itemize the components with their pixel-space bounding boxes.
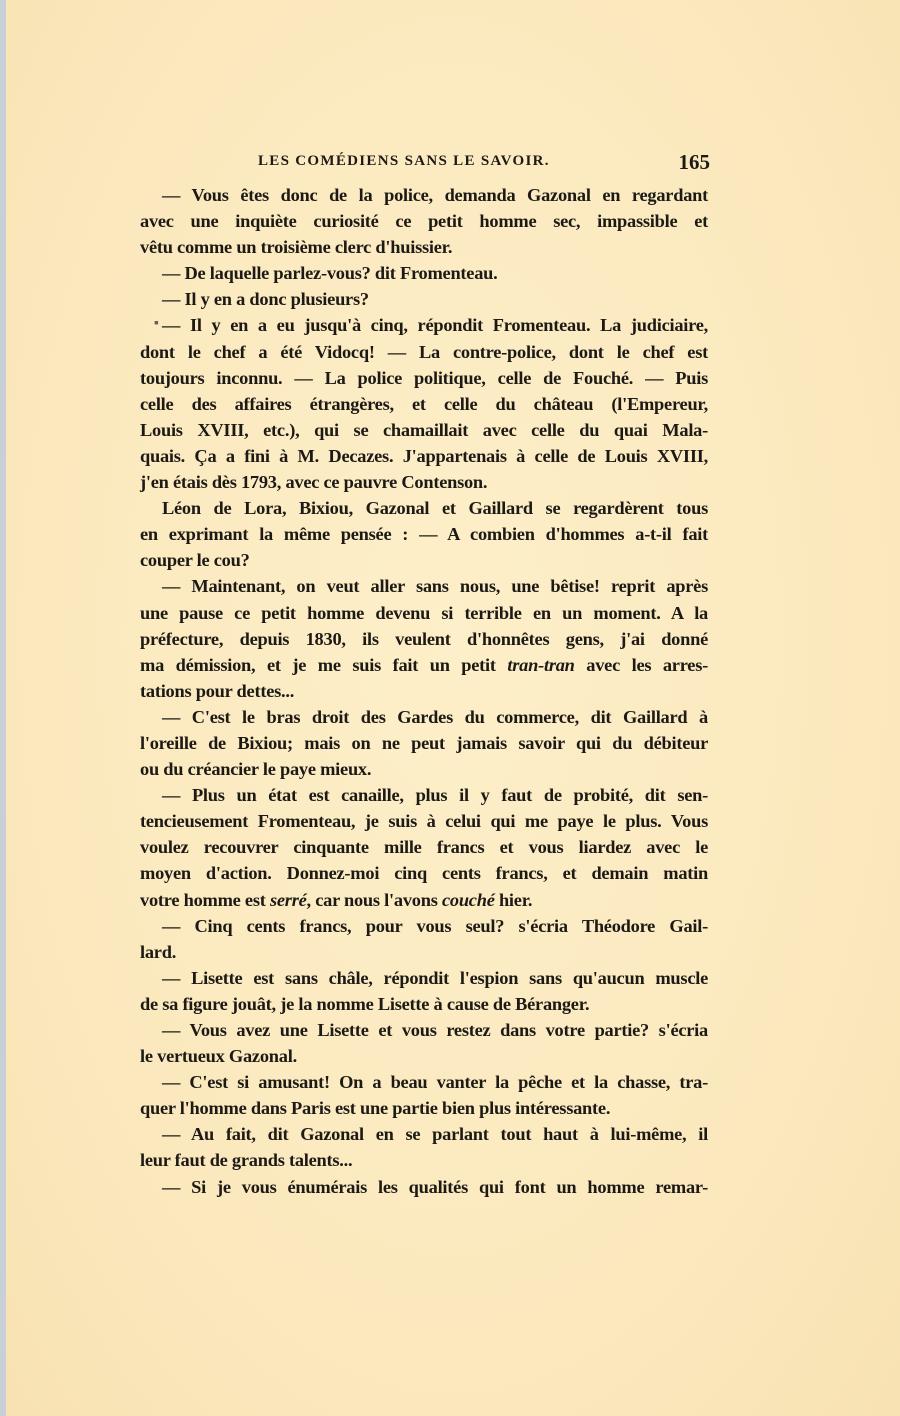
text-line: — Cinq cents francs, pour vous seul? s'écria Théodore Gail- — [162, 915, 708, 936]
text-line: de sa figure jouât, je la nomme Lisette à cause de Béranger. — [140, 993, 590, 1014]
text-line: quais. Ça a fini à M. Decazes. J'appartenais à celle de Louis XVIII, — [140, 445, 708, 466]
text-line: — Vous avez une Lisette et vous restez dans votre partie? s'écria — [162, 1020, 708, 1040]
page-number: 165 — [678, 150, 710, 174]
text-line: tations pour dettes... — [140, 680, 295, 701]
text-line: voulez recouvrer cinquante mille francs et vous liardez avec le — [140, 837, 708, 858]
text-line: moyen d'action. Donnez-moi cinq cents francs, et demain matin — [140, 863, 708, 884]
text-line: — Plus un état est canaille, plus il y faut de probité, dit sen- — [162, 785, 708, 806]
italic-term: serré — [269, 889, 307, 910]
running-header — [258, 150, 710, 178]
text-line: — Au fait, dit Gazonal en se parlant tout haut à lui-même, il — [162, 1124, 708, 1145]
running-title: LES COMÉDIENS SANS LE SAVOIR. — [258, 153, 550, 169]
text-line: celle des affaires étrangères, et celle du château (l'Empereur, — [140, 393, 708, 414]
text-line: une pause ce petit homme devenu si terrible en un moment. A la — [140, 602, 708, 623]
text-line: — Lisette est sans châle, répondit l'espion sans qu'aucun muscle — [162, 967, 708, 988]
text-line: — De laquelle parlez-vous? dit Fromenteau. — [162, 263, 498, 284]
text-line: — C'est le bras droit des Gardes du commerce, dit Gaillard à — [162, 706, 708, 727]
text-line: — Si je vous énumérais les qualités qui font un homme remar- — [162, 1176, 708, 1197]
text-line: — C'est si amusant! On a beau vanter la pêche et la chasse, tra- — [162, 1072, 708, 1093]
text-line: préfecture, depuis 1830, ils veulent d'honnêtes gens, j'ai donné — [140, 628, 708, 649]
text-line: ou du créancier le paye mieux. — [140, 759, 372, 780]
text-line: lard. — [140, 941, 177, 962]
italic-term: tran-tran — [507, 654, 575, 675]
text-line: le vertueux Gazonal. — [140, 1046, 297, 1067]
text-line: — Il y en a donc plusieurs? — [162, 289, 369, 310]
text-line: — Il y en a eu jusqu'à cinq, répondit Fromenteau. La judiciaire, — [162, 315, 708, 336]
text-line: Léon de Lora, Bixiou, Gazonal et Gaillard se regardèrent tous — [162, 498, 708, 519]
text-line: l'oreille de Bixiou; mais on ne peut jamais savoir qui du débiteur — [140, 732, 708, 753]
body-text — [140, 182, 708, 1200]
text-line: — Maintenant, on veut aller sans nous, une bêtise! reprit après — [162, 576, 708, 597]
text-line: avec une inquiète curiosité ce petit homme sec, impassible et — [140, 211, 708, 232]
ink-speck: ▪ — [154, 316, 159, 331]
text-line: dont le chef a été Vidocq! — La contre-police, dont le chef est — [140, 341, 708, 362]
text-line: tencieusement Fromenteau, je suis à celui qui me paye le plus. Vous — [140, 811, 708, 832]
text-line: couper le cou? — [140, 550, 250, 571]
text-line: vêtu comme un troisième clerc d'huissier. — [140, 237, 453, 258]
text-line: Louis XVIII, etc.), qui se chamaillait avec celle du quai Mala- — [140, 419, 708, 440]
text-line: quer l'homme dans Paris est une partie bien plus intéressante. — [140, 1098, 611, 1119]
text-line: ma démission, et je me suis fait un petit tran-tran avec les arres- — [140, 654, 708, 675]
text-line: toujours inconnu. — La police politique, celle de Fouché. — Puis — [140, 367, 708, 388]
text-line: votre homme est serré, car nous l'avons couché hier. — [140, 889, 533, 910]
text-line: j'en étais dès 1793, avec ce pauvre Contenson. — [140, 472, 488, 493]
text-line: en exprimant la même pensée : — A combien d'hommes a-t-il fait — [140, 524, 708, 545]
text-line: — Vous êtes donc de la police, demanda Gazonal en regardant — [162, 185, 708, 205]
italic-term: couché — [441, 889, 495, 910]
text-line: leur faut de grands talents... — [140, 1150, 353, 1171]
